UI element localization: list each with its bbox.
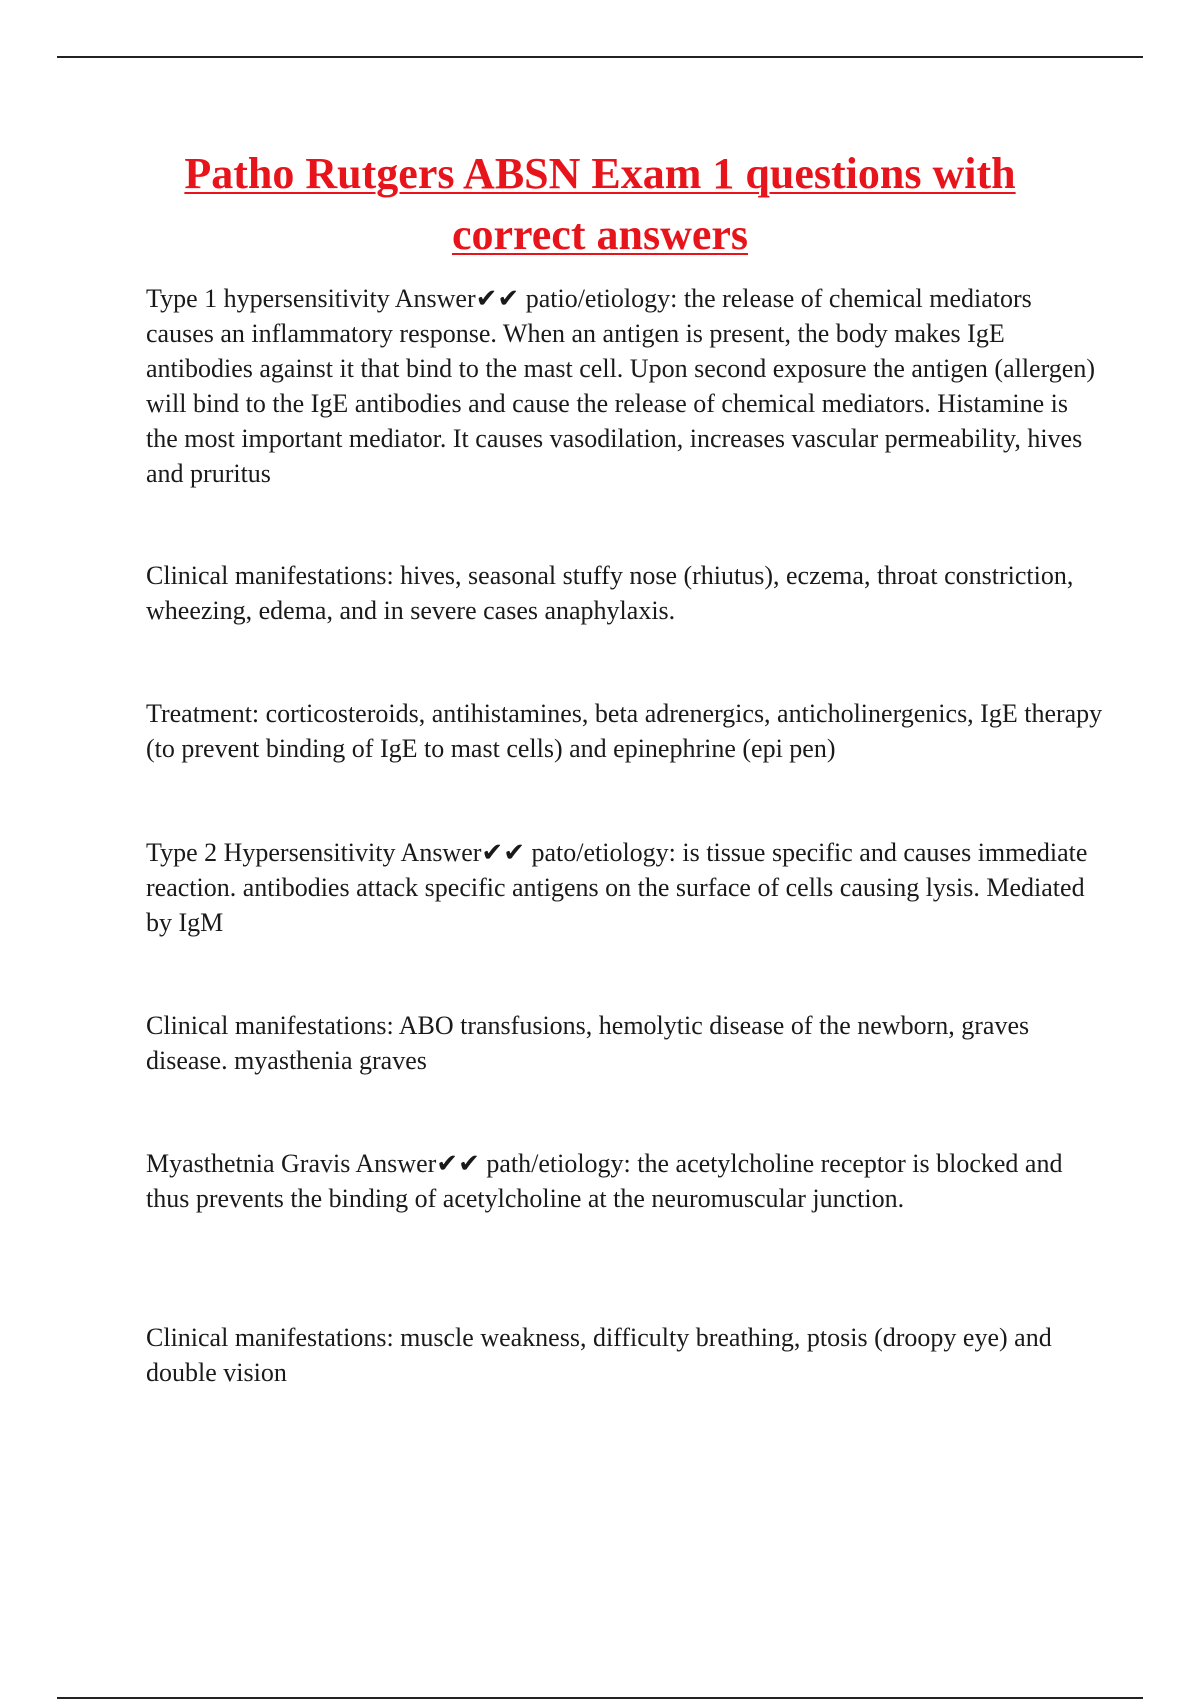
paragraph-type1-clinical-manifestations: Clinical manifestations: hives, seasonal stuffy nose (rhiutus), eczema, throat constriction, wheezing, edema, and in severe cases anaphylaxis.: [146, 561, 1074, 625]
page-bottom-rule: [57, 1697, 1143, 1699]
document-title: [100, 143, 1100, 265]
document-title-line-1: Patho Rutgers ABSN Exam 1 questions with: [184, 149, 1016, 198]
paragraph-type2-clinical-manifestations: Clinical manifestations: ABO transfusions, hemolytic disease of the newborn, graves disease. myasthenia graves: [146, 1011, 1030, 1075]
paragraph-type2-hypersensitivity: Type 2 Hypersensitivity Answer✔✔ pato/etiology: is tissue specific and causes immediate reaction. antibodies attack specific antigens on the surface of cells causing lysis. Mediated by IgM: [146, 838, 1088, 937]
document-title-line-2: correct answers: [451, 210, 749, 259]
paragraph-myasthenia-gravis: Myasthetnia Gravis Answer✔✔ path/etiology: the acetylcholine receptor is blocked and thus prevents the binding of acetylcholine at the neuromuscular junction.: [146, 1149, 1063, 1213]
paragraph-myasthenia-clinical-manifestations: Clinical manifestations: muscle weakness, difficulty breathing, ptosis (droopy eye) and double vision: [146, 1323, 1052, 1387]
paragraph-type1-hypersensitivity: Type 1 hypersensitivity Answer✔✔ patio/etiology: the release of chemical mediators causes an inflammatory response. When an antigen is present, the body makes IgE antibodies against it that bind to the mast cell. Upon second exposure the antigen (allergen) will bind to the IgE antibodies and cause the release of chemical mediators. Histamine is the most important mediator. It causes vasodilation, increases vascular permeability, hives and pruritus: [146, 284, 1095, 488]
paragraph-type1-treatment: Treatment: corticosteroids, antihistamines, beta adrenergics, anticholinergenics, IgE therapy (to prevent binding of IgE to mast cells) and epinephrine (epi pen): [146, 699, 1103, 763]
page-top-rule: [57, 56, 1143, 58]
